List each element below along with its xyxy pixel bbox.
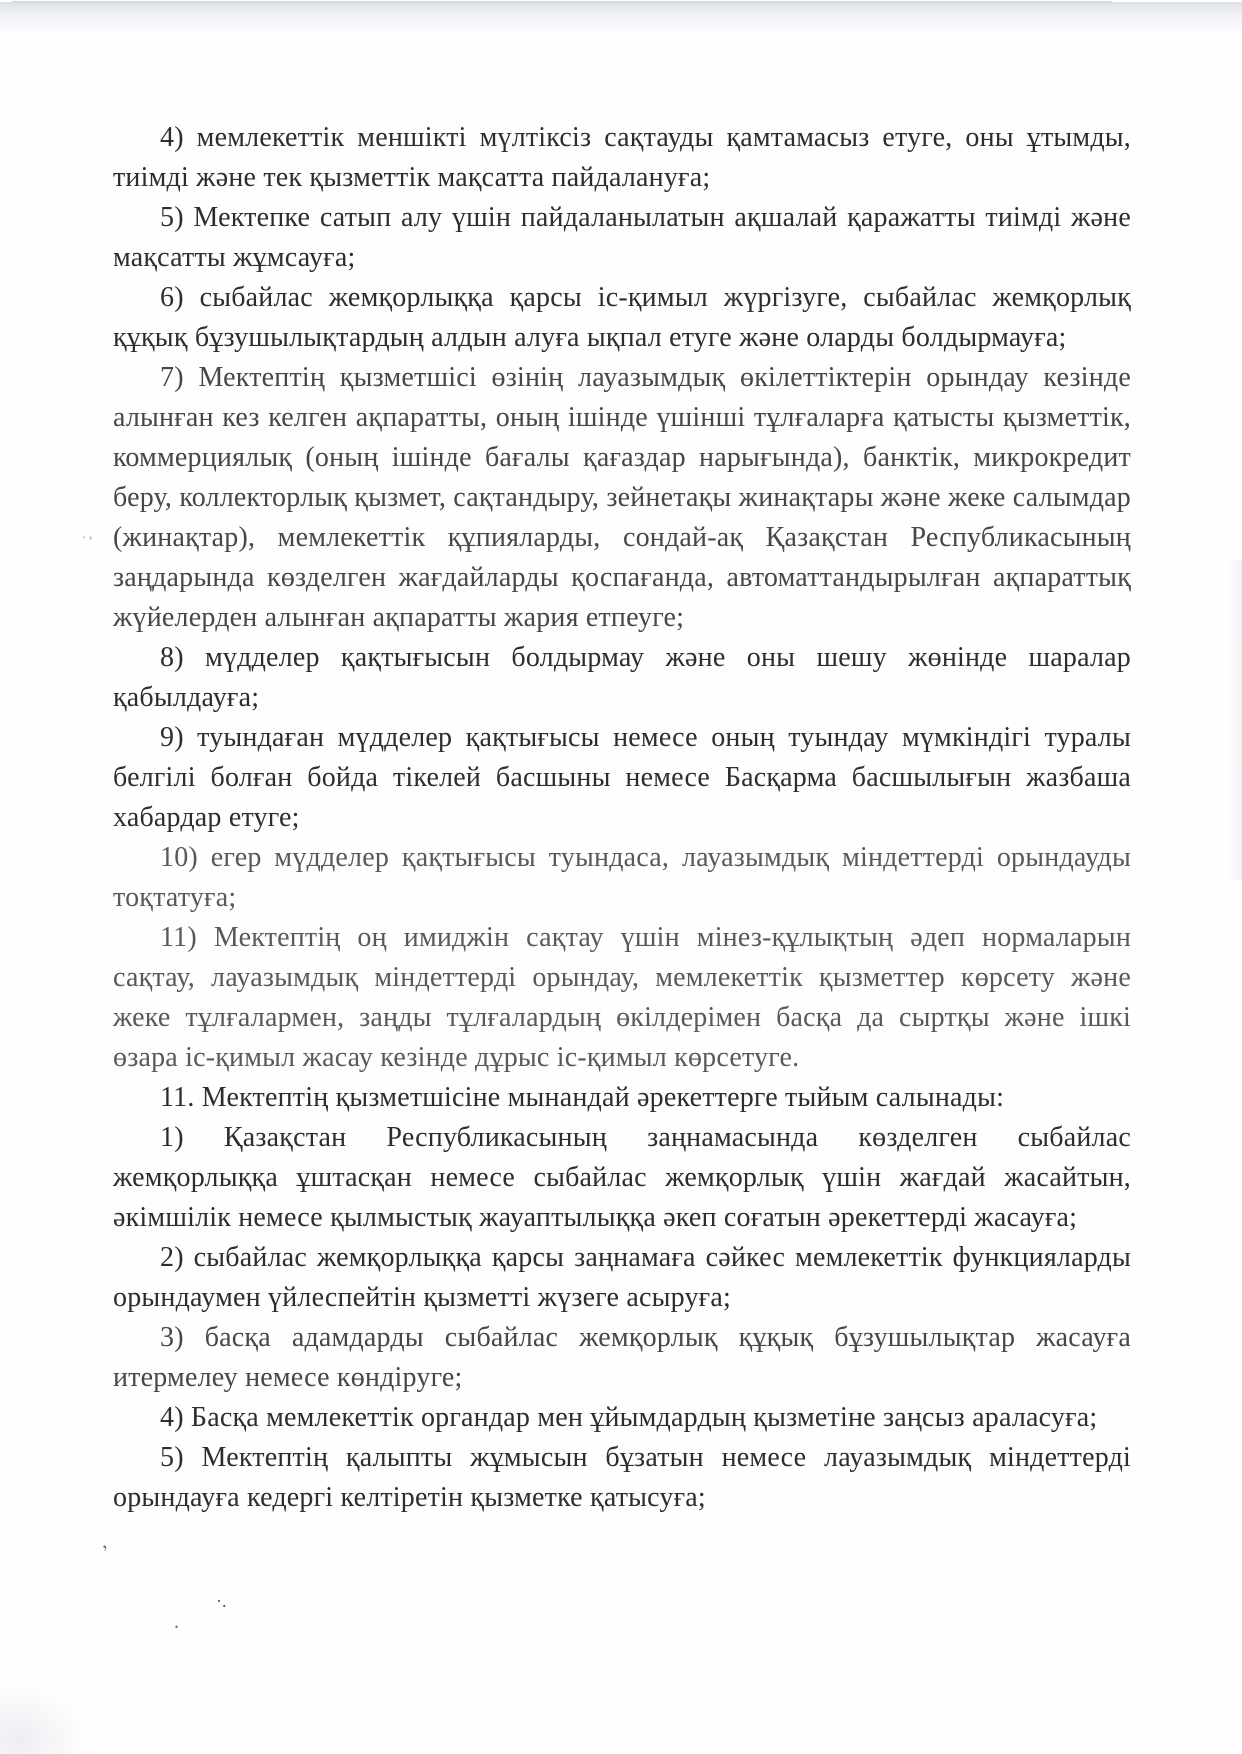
scan-gradient-band	[0, 2, 1242, 36]
paragraph-9: 9) туындаған мүдделер қақтығысы немесе оның туындау мүмкіндігі туралы белгілі болған бойда тікелей басшыны немесе Басқарма басшылығын жазбаша хабардар етуге;	[113, 722, 1131, 833]
paragraph-5: 5) Мектепке сатып алу үшін пайдаланылатын ақшалай қаражатты тиімді және мақсатты жұмсауға;	[113, 202, 1131, 273]
scan-speck-dot: .	[174, 1611, 179, 1633]
paragraph-8: 8) мүдделер қақтығысын болдырмау және оны шешу жөнінде шаралар қабылдауға;	[113, 642, 1131, 713]
scan-speck-dots: ·.	[216, 1591, 227, 1611]
scan-smudge-bottom-left	[0, 1684, 90, 1754]
prohibited-item-4: 4) Басқа мемлекеттік органдар мен ұйымдардың қызметіне заңсыз араласуға;	[160, 1402, 1098, 1433]
scan-speck-comma: ,	[95, 1530, 110, 1554]
document-body	[113, 118, 1131, 1518]
paragraph-7: 7) Мектептің қызметшісі өзінің лауазымдық өкілеттіктерін орындау кезінде алынған кез келген ақпаратты, оның ішінде үшінші тұлғаларға қатысты қызметтік, коммерциялық (оның ішінде бағалы қағаздар нарығында), банктік, микрокредит беру, коллекторлық қызмет, сақтандыру, зейнетақы жинақтары және жеке салымдар (жинақтар), мемлекеттік құпияларды, сондай-ақ Қазақстан Республикасының заңдарында көзделген жағдайларды қоспағанда, автоматтандырылған ақпараттық жүйелерден алынған ақпаратты жария етпеуге;	[113, 362, 1131, 633]
prohibited-item-3: 3) басқа адамдарды сыбайлас жемқорлық құқық бұзушылықтар жасауға итермелеу немесе көндіруге;	[113, 1322, 1131, 1393]
prohibited-item-5: 5) Мектептің қалыпты жұмысын бұзатын немесе лауазымдық міндеттерді орындауға кедергі келтіретін қызметке қатысуға;	[113, 1442, 1131, 1513]
paragraph-10: 10) егер мүдделер қақтығысы туындаса, лауазымдық міндеттерді орындауды тоқтатуға;	[113, 842, 1131, 913]
paragraph-6: 6) сыбайлас жемқорлыққа қарсы іс-қимыл жүргізуге, сыбайлас жемқорлық құқық бұзушылықтардың алдын алуға ықпал етуге және оларды болдырмауға;	[113, 282, 1131, 353]
prohibited-item-2: 2) сыбайлас жемқорлыққа қарсы заңнамаға сәйкес мемлекеттік функцияларды орындаумен үйлеспейтін қызметті жүзеге асыруға;	[113, 1242, 1131, 1313]
scan-speck-margin: . ,	[82, 527, 93, 542]
scan-smudge-right-edge	[1228, 560, 1242, 880]
section-heading-11: 11. Мектептің қызметшісіне мынандай әрекеттерге тыйым салынады:	[160, 1082, 1005, 1113]
paragraph-4: 4) мемлекеттік меншікті мүлтіксіз сақтауды қамтамасыз етуге, оны ұтымды, тиімді және тек қызметтік мақсатта пайдалануға;	[113, 122, 1131, 193]
prohibited-item-1: 1) Қазақстан Республикасының заңнамасында көзделген сыбайлас жемқорлыққа ұштасқан немесе сыбайлас жемқорлық үшін жағдай жасайтын, әкімшілік немесе қылмыстық жауаптылыққа әкеп соғатын әрекеттерді жасауға;	[113, 1122, 1131, 1233]
paragraph-11: 11) Мектептің оң имиджін сақтау үшін мінез-құлықтың әдеп нормаларын сақтау, лауазымдық міндеттерді орындау, мемлекеттік қызметтер көрсету және жеке тұлғалармен, заңды тұлғалардың өкілдерімен басқа да сыртқы және ішкі өзара іс-қимыл жасау кезінде дұрыс іс-қимыл көрсетуге.	[113, 922, 1131, 1073]
